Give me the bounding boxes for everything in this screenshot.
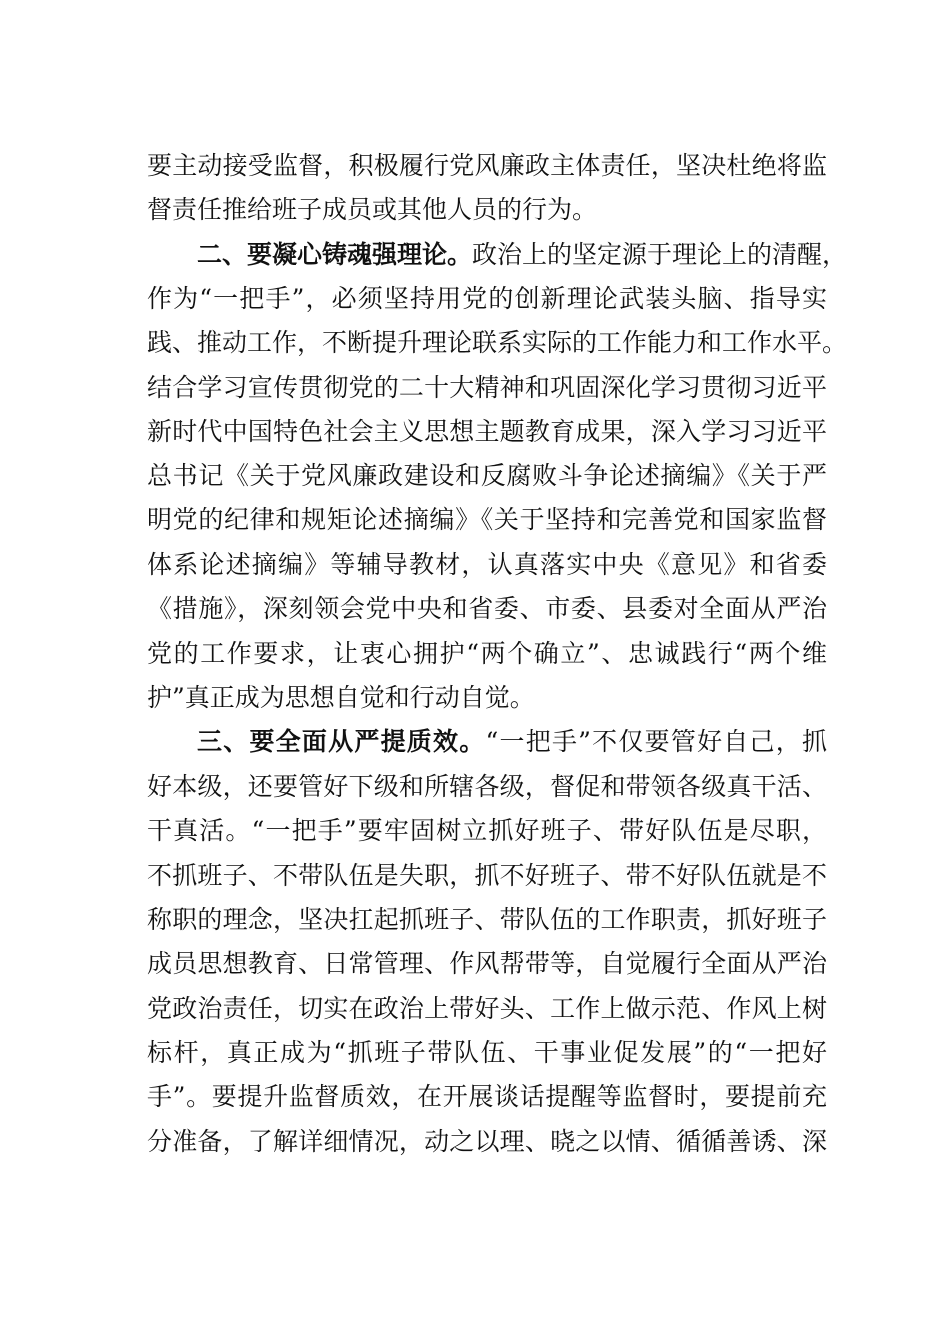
text-span: “一把手”不仅要管好自己，抓 [485,727,827,756]
text-line: 践、推动工作，不断提升理论联系实际的工作能力和工作水平。 [147,328,848,357]
text-line: 手”。要提升监督质效，在开展谈话提醒等监督时，要提前充 [147,1082,827,1111]
text-line: 体系论述摘编》等辅导教材，认真落实中央《意见》和省委 [147,550,827,579]
text-line: 结合学习宣传贯彻党的二十大精神和巩固深化学习贯彻习近平 [147,373,827,402]
text-line: 新时代中国特色社会主义思想主题教育成果，深入学习习近平 [147,417,827,446]
text-line: 明党的纪律和规矩论述摘编》《关于坚持和完善党和国家监督 [147,505,827,534]
paragraph-first-line [197,722,827,762]
text-line: 《措施》，深刻领会党中央和省委、市委、县委对全面从严治 [147,594,827,623]
text-line: 总书记《关于党风廉政建设和反腐败斗争论述摘编》《关于严 [147,461,827,490]
text-line: 要主动接受监督，积极履行党风廉政主体责任，坚决杜绝将监 [147,151,827,180]
text-line: 成员思想教育、日常管理、作风帮带等，自觉履行全面从严治 [147,949,827,978]
text-line: 督责任推给班子成员或其他人员的行为。 [147,195,598,224]
text-line: 作为“一把手”，必须坚持用党的创新理论武装头脑、指导实 [147,284,827,313]
text-line: 党政治责任，切实在政治上带好头、工作上做示范、作风上树 [147,994,827,1023]
text-line: 称职的理念，坚决扛起抓班子、带队伍的工作职责，抓好班子 [147,905,827,934]
paragraph-first-line [197,235,848,275]
text-line: 党的工作要求，让衷心拥护“两个确立”、忠诚践行“两个维 [147,639,827,668]
text-line: 护”真正成为思想自觉和行动自觉。 [147,683,535,712]
text-line: 不抓班子、不带队伍是失职，抓不好班子、带不好队伍就是不 [147,861,827,890]
text-line: 分准备，了解详细情况，动之以理、晓之以情、循循善诱、深 [147,1127,827,1156]
text-span: 政治上的坚定源于理论上的清醒， [472,240,848,269]
text-line: 干真活。“一把手”要牢固树立抓好班子、带好队伍是尽职， [147,816,827,845]
text-line: 好本级，还要管好下级和所辖各级，督促和带领各级真干活、 [147,772,827,801]
text-line: 标杆，真正成为“抓班子带队伍、干事业促发展”的“一把好 [147,1038,827,1067]
section-heading: 二、要凝心铸魂强理论。 [197,240,473,269]
section-heading: 三、要全面从严提质效。 [197,727,486,756]
